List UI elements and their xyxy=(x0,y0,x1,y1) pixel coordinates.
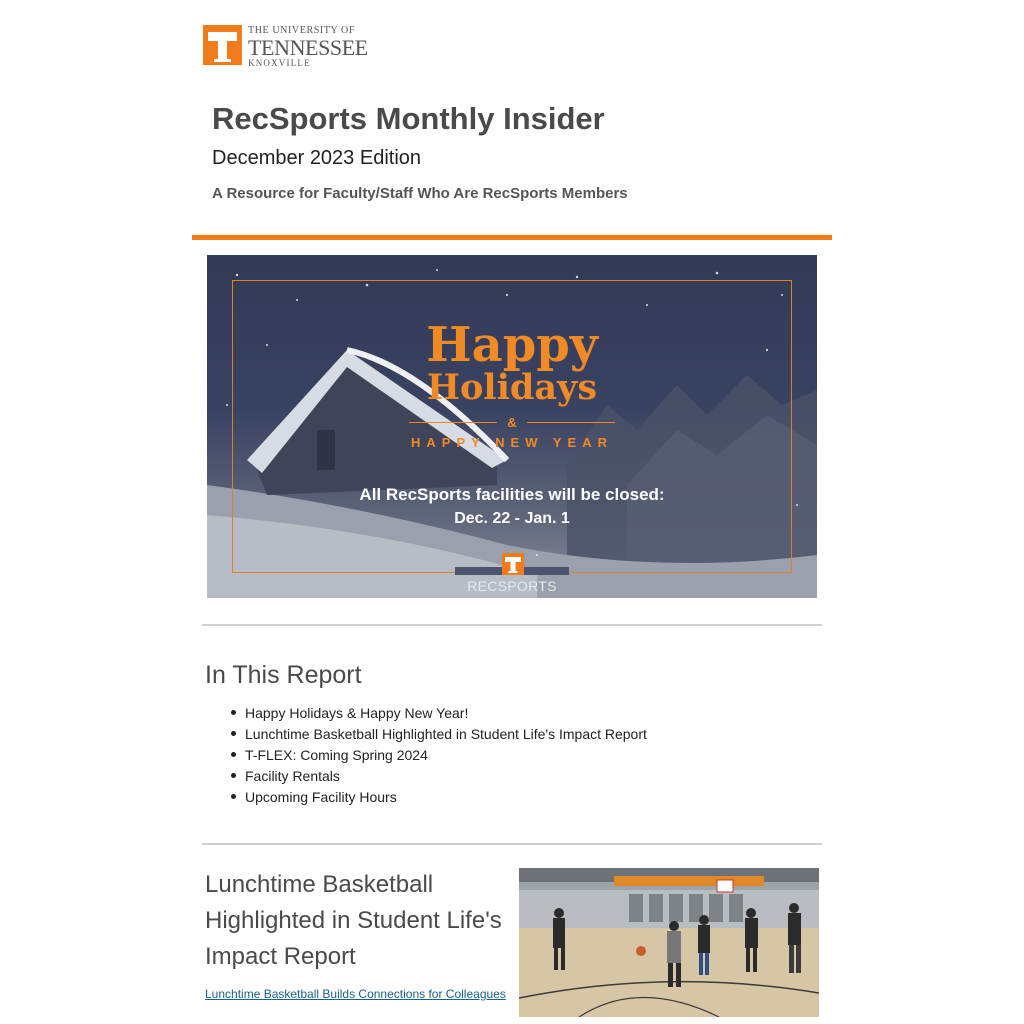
recsports-brand: RECSPORTS xyxy=(467,578,557,594)
list-item: T-FLEX: Coming Spring 2024 xyxy=(245,747,647,768)
newsletter-title: RecSports Monthly Insider xyxy=(212,101,605,136)
report-heading: In This Report xyxy=(205,661,362,689)
banner-ampersand: & xyxy=(507,415,517,430)
university-logo[interactable] xyxy=(203,25,368,67)
banner-ampersand-row xyxy=(207,415,817,430)
article-link[interactable]: Lunchtime Basketball Builds Connections for Colleagues xyxy=(205,987,506,1001)
list-item: Upcoming Facility Hours xyxy=(245,789,647,810)
power-t-icon xyxy=(502,553,524,575)
logo-line-1: THE UNIVERSITY OF xyxy=(248,25,356,36)
list-item: Lunchtime Basketball Highlighted in Student Life's Impact Report xyxy=(245,726,647,747)
list-item: Facility Rentals xyxy=(245,768,647,789)
banner-new-year: HAPPY NEW YEAR xyxy=(411,435,613,450)
report-list xyxy=(245,705,647,810)
university-wordmark xyxy=(248,25,368,68)
holiday-banner[interactable] xyxy=(207,255,817,598)
banner-happy: Happy xyxy=(426,317,598,373)
closure-notice: All RecSports facilities will be closed: xyxy=(359,485,665,504)
newsletter-tagline: A Resource for Faculty/Staff Who Are RecSports Members xyxy=(212,185,628,202)
section-divider xyxy=(202,843,822,845)
basketball-photo[interactable] xyxy=(519,868,819,1017)
section-divider xyxy=(202,624,822,626)
logo-line-2: TENNESSEE xyxy=(248,35,368,60)
closure-dates: Dec. 22 - Jan. 1 xyxy=(454,510,570,527)
logo-line-3: KNOXVILLE xyxy=(248,58,311,68)
edition-label: December 2023 Edition xyxy=(212,147,422,169)
banner-holidays: Holidays xyxy=(426,367,598,408)
article-heading: Lunchtime Basketball Highlighted in Student Life's Impact Report xyxy=(205,871,502,970)
list-item: Happy Holidays & Happy New Year! xyxy=(245,705,647,726)
power-t-icon xyxy=(203,25,242,65)
gym-scene-illustration xyxy=(519,868,819,1017)
header-divider xyxy=(192,235,832,240)
newsletter xyxy=(192,0,832,1024)
